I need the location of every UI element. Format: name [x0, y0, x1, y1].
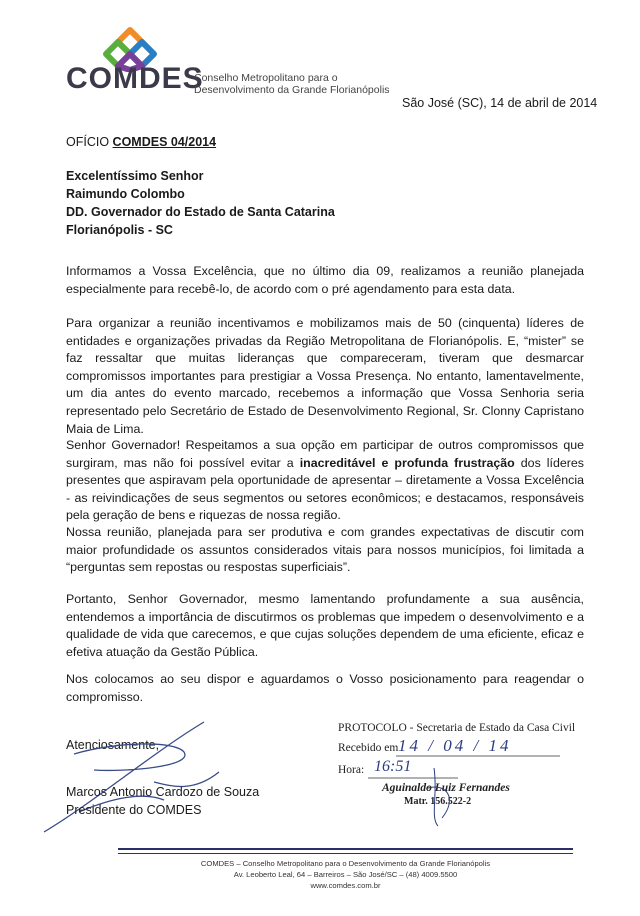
paragraph-2: Para organizar a reunião incentivamos e mobilizamos mais de 50 (cinquenta) líderes de entidades e organizações privadas da Região Metropolitana de Florianópolis. E, “mister” se faz ressaltar que muitas lideranças que compareceram, tiveram que desmarcar compromissos importantes para prestigiar a Vossa Presença. No entanto, lamentavelmente, um dia antes do evento marcado, recebemos a informação que Vossa Senhoria seria representado pelo Secretário de Estado de Desenvolvimento Regional, Sr. Clonny Capristano Maia de Lima.	[66, 316, 584, 436]
stamp-received-label: Recebido em	[338, 742, 399, 754]
date-line: São José (SC), 14 de abril de 2014	[402, 96, 598, 110]
footer-website: www.comdes.com.br	[310, 881, 381, 890]
oficio-number: COMDES 04/2014	[112, 135, 217, 149]
stamp-received-value: 14 / 04 / 14	[398, 736, 512, 755]
footer-divider	[118, 848, 573, 850]
recipient-salutation: Excelentíssimo Senhor	[66, 169, 204, 183]
signer-name: Marcos Antonio Cardozo de Souza	[66, 785, 260, 799]
oficio-prefix: OFÍCIO	[66, 135, 110, 149]
paragraph-4: Nossa reunião, planejada para ser produtiva e com grandes expectativas de discutir com maior profundidade os assuntos considerados vitais para nossos municípios, foi limitada a “perguntas sem repostas ou respostas superficiais”.	[66, 525, 584, 575]
stamp-underlines	[338, 738, 578, 828]
paragraph-1: Informamos a Vossa Excelência, que no último dia 09, realizamos a reunião planejada especialmente para recebê-lo, de acordo com o pré agendamento para esta data.	[66, 264, 584, 296]
logo-subtitle-line1: Conselho Metropolitano para o	[194, 72, 338, 84]
paragraph-5: Portanto, Senhor Governador, mesmo lamentando profundamente a sua ausência, entendemos a importância de discutirmos os problemas que impedem o desenvolvimento e a qualidade de vida que carecemos, e que cujas soluções dependem de uma eficiente, eficaz e efetiva atuação da Gestão Pública.	[66, 592, 584, 659]
logo-subtitle-line2: Desenvolvimento da Grande Florianópolis	[194, 84, 390, 96]
oficio-reference	[66, 135, 216, 149]
paragraph-6: Nos colocamos ao seu dispor e aguardamos o Vosso posicionamento para reagendar o compromisso.	[66, 672, 584, 704]
footer-organization: COMDES – Conselho Metropolitano para o Desenvolvimento da Grande Florianópolis	[200, 859, 491, 868]
recipient-position: DD. Governador do Estado de Santa Catarina	[66, 205, 335, 219]
footer-address: Av. Leoberto Leal, 64 – Barreiros – São José/SC – (48) 4009.5500	[233, 870, 458, 879]
closing: Atenciosamente,	[66, 738, 160, 752]
stamp-title: PROTOCOLO - Secretaria de Estado da Casa Civil	[338, 722, 576, 734]
logo-wordmark: COMDES	[66, 62, 204, 95]
stamp-time-value: 16:51	[374, 758, 412, 775]
paragraph-3-end: dos líderes presentes que aspiravam pela oportunidade de apresentar – diretamente a Vossa Excelência - as reivindicações de seus segmentos ou setores econômicos; e destacamos, responsáveis pela geração de bens e riquezas de nossa região.	[66, 455, 584, 523]
paragraph-3-start: Senhor Governador! Respeitamos a sua opção em participar de outros compromissos que surgiram, mas não foi possível evitar a	[66, 438, 584, 470]
paragraph-3	[66, 437, 584, 525]
signer-title: Presidente do COMDES	[66, 803, 202, 817]
stamp-clerk-registration: Matr. 156.522-2	[404, 796, 472, 807]
paragraph-3-emphasis: inacreditável e profunda frustração	[299, 455, 515, 470]
recipient-name: Raimundo Colombo	[66, 187, 185, 201]
recipient-location: Florianópolis - SC	[66, 223, 173, 237]
footer-divider-thin	[118, 853, 573, 854]
stamp-clerk-name: Aguinaldo Luiz Fernandes	[382, 782, 510, 794]
stamp-time-label: Hora:	[338, 764, 365, 776]
handwritten-signature	[34, 712, 244, 842]
logo-subtitle	[194, 72, 390, 96]
